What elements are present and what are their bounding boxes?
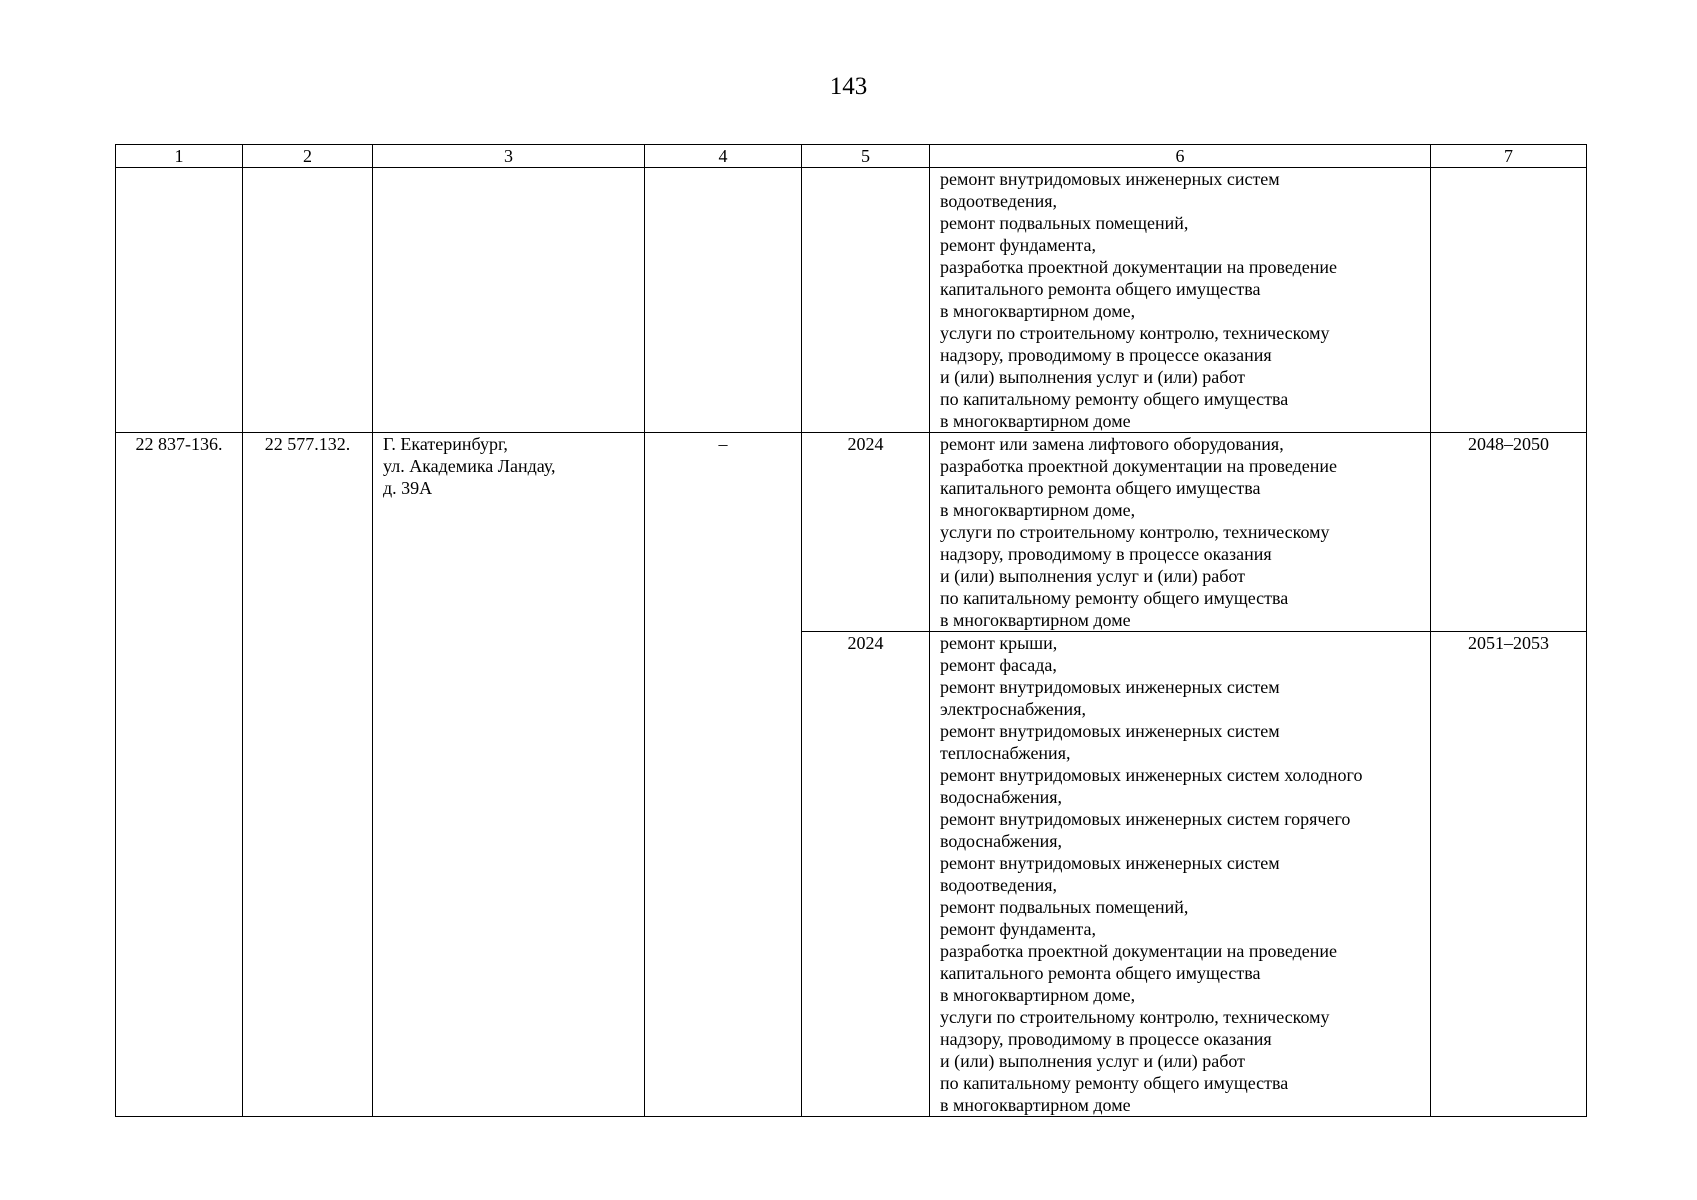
subrow-2-year: 2024 xyxy=(802,632,930,1117)
address-line: д. 39А xyxy=(383,478,433,498)
header-col-2: 2 xyxy=(243,145,373,168)
work-item: ремонт внутридомовых инженерных систем горячего xyxy=(940,809,1351,829)
work-item: и (или) выполнения услуг и (или) работ xyxy=(940,1051,1246,1071)
repair-schedule-table xyxy=(115,144,1587,1117)
header-col-7: 7 xyxy=(1431,145,1587,168)
work-item: по капитальному ремонту общего имущества xyxy=(940,1073,1289,1093)
entry-address xyxy=(373,433,645,1117)
work-item: в многоквартирном доме, xyxy=(940,301,1136,321)
continuation-works-cell xyxy=(930,168,1431,433)
work-item: разработка проектной документации на проведение xyxy=(940,257,1338,277)
work-item: надзору, проводимому в процессе оказания xyxy=(940,544,1272,564)
work-item: надзору, проводимому в процессе оказания xyxy=(940,345,1272,365)
work-item: водоснабжения, xyxy=(940,831,1063,851)
header-col-5: 5 xyxy=(802,145,930,168)
work-item: по капитальному ремонту общего имущества xyxy=(940,588,1289,608)
work-item: электроснабжения, xyxy=(940,699,1086,719)
work-item: в многоквартирном доме xyxy=(940,1095,1131,1115)
work-item: ремонт фундамента, xyxy=(940,235,1096,255)
subrow-1-code: 2048–2050 xyxy=(1431,433,1587,632)
continuation-cell-7 xyxy=(1431,168,1587,433)
work-item: и (или) выполнения услуг и (или) работ xyxy=(940,566,1246,586)
work-item: разработка проектной документации на проведение xyxy=(940,456,1338,476)
subrow-1-works-list xyxy=(940,433,1420,631)
subrow-1-year: 2024 xyxy=(802,433,930,632)
work-item: услуги по строительному контролю, техническому xyxy=(940,323,1330,343)
entry-col4: – xyxy=(645,433,802,1117)
header-col-3: 3 xyxy=(373,145,645,168)
address-line: Г. Екатеринбург, xyxy=(383,434,508,454)
continuation-cell-5 xyxy=(802,168,930,433)
entry-number-local: 22 577.132. xyxy=(243,433,373,1117)
header-row xyxy=(116,145,1587,168)
work-item: и (или) выполнения услуг и (или) работ xyxy=(940,367,1246,387)
work-item: ремонт или замена лифтового оборудования, xyxy=(940,434,1284,454)
continuation-cell-4 xyxy=(645,168,802,433)
subrow-2-works-cell xyxy=(930,632,1431,1117)
entry-row-1 xyxy=(116,433,1587,632)
work-item: ремонт подвальных помещений, xyxy=(940,213,1189,233)
work-item: услуги по строительному контролю, техническому xyxy=(940,1007,1330,1027)
work-item: ремонт внутридомовых инженерных систем xyxy=(940,169,1280,189)
work-item: в многоквартирном доме xyxy=(940,610,1131,630)
work-item: в многоквартирном доме, xyxy=(940,985,1136,1005)
work-item: капитального ремонта общего имущества xyxy=(940,963,1261,983)
continuation-cell-1 xyxy=(116,168,243,433)
work-item: ремонт внутридомовых инженерных систем xyxy=(940,853,1280,873)
header-col-4: 4 xyxy=(645,145,802,168)
continuation-works-list xyxy=(940,168,1420,432)
work-item: ремонт фундамента, xyxy=(940,919,1096,939)
continuation-cell-3 xyxy=(373,168,645,433)
work-item: капитального ремонта общего имущества xyxy=(940,279,1261,299)
work-item: ремонт фасада, xyxy=(940,655,1057,675)
header-col-1: 1 xyxy=(116,145,243,168)
address-line: ул. Академика Ландау, xyxy=(383,456,556,476)
subrow-2-works-list xyxy=(940,632,1420,1116)
work-item: теплоснабжения, xyxy=(940,743,1071,763)
work-item: в многоквартирном доме xyxy=(940,411,1131,431)
entry-number-total: 22 837-136. xyxy=(116,433,243,1117)
work-item: ремонт внутридомовых инженерных систем холодного xyxy=(940,765,1363,785)
work-item: ремонт крыши, xyxy=(940,633,1058,653)
header-col-6: 6 xyxy=(930,145,1431,168)
work-item: капитального ремонта общего имущества xyxy=(940,478,1261,498)
page-number: 143 xyxy=(829,73,868,100)
work-item: водоотведения, xyxy=(940,191,1057,211)
work-item: по капитальному ремонту общего имущества xyxy=(940,389,1289,409)
continuation-cell-2 xyxy=(243,168,373,433)
work-item: водоснабжения, xyxy=(940,787,1063,807)
subrow-1-works-cell xyxy=(930,433,1431,632)
work-item: надзору, проводимому в процессе оказания xyxy=(940,1029,1272,1049)
work-item: ремонт внутридомовых инженерных систем xyxy=(940,721,1280,741)
work-item: разработка проектной документации на проведение xyxy=(940,941,1338,961)
work-item: услуги по строительному контролю, техническому xyxy=(940,522,1330,542)
subrow-2-code: 2051–2053 xyxy=(1431,632,1587,1117)
work-item: водоотведения, xyxy=(940,875,1057,895)
work-item: ремонт внутридомовых инженерных систем xyxy=(940,677,1280,697)
work-item: ремонт подвальных помещений, xyxy=(940,897,1189,917)
continuation-row xyxy=(116,168,1587,433)
work-item: в многоквартирном доме, xyxy=(940,500,1136,520)
